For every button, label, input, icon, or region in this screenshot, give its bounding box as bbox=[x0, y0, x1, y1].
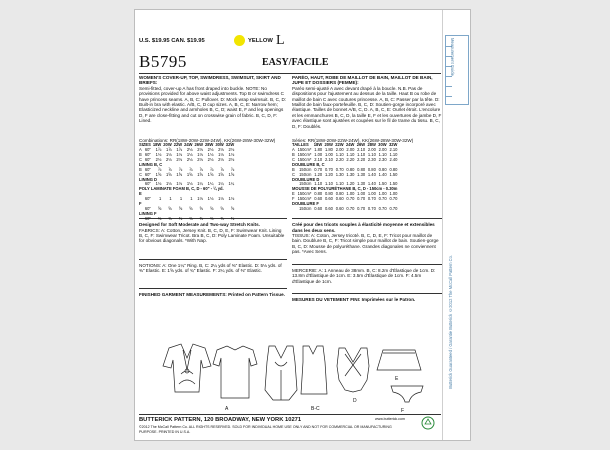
french-yardage-rows bbox=[292, 143, 398, 212]
table-cell: 0.70 bbox=[346, 196, 355, 202]
group-label: POLY LAMINATE FOAM B, C, D - 60" - ¼ yd. bbox=[139, 186, 224, 192]
english-yardage-table bbox=[139, 142, 287, 221]
table-cell: ⅝ bbox=[168, 206, 172, 211]
english-notions: NOTIONS: A: One 1¼" Ring. B, C: 2¼ yds of ⅜" Elastic. D: 5⅛ yds. of ⅜" Elastic. E: 1⅝ yds. of ¾" Elastic. F: 2¼ yds. of ⅜" Elastic. bbox=[139, 262, 282, 274]
table-cell: 1⅛ bbox=[176, 181, 183, 187]
group-label: DOUBLURE F bbox=[292, 201, 319, 207]
table-cell: 2.00 bbox=[367, 147, 376, 153]
table-cell: 1⅛ bbox=[207, 152, 214, 158]
label-d: D bbox=[353, 398, 357, 404]
table-cell: 0.70 bbox=[346, 206, 355, 211]
table-cell: 2⅛ bbox=[186, 156, 193, 162]
measurement-strip bbox=[442, 10, 470, 441]
table-cell: 2.10 bbox=[324, 156, 333, 162]
table-cell: 1⅝ bbox=[207, 171, 214, 177]
table-cell: 1⅝ bbox=[176, 171, 183, 177]
table-cell: ⅝ bbox=[209, 206, 214, 211]
table-cell: ⅞ bbox=[189, 166, 193, 172]
table-cell: 0.60 bbox=[314, 206, 323, 211]
table-cell: 2.30 bbox=[378, 156, 387, 162]
table-cell: 0.70 bbox=[389, 206, 398, 211]
size-header-cell: 18W bbox=[152, 142, 162, 148]
table-cell: 1⅝ bbox=[228, 171, 235, 177]
table-cell: 1⅝ bbox=[155, 171, 162, 177]
table-cell: 1¼ bbox=[228, 181, 235, 187]
color-label: YELLOW bbox=[248, 38, 273, 44]
size-header-cell: 30W bbox=[215, 142, 224, 148]
table-cell: 150cm bbox=[299, 206, 312, 211]
table-cell: 60" bbox=[144, 196, 151, 202]
garment-f-drawing bbox=[391, 386, 423, 402]
size-letter: L bbox=[276, 33, 285, 48]
table-cell: 1.30 bbox=[335, 171, 344, 177]
table-cell: 1.00 bbox=[367, 191, 376, 197]
table-cell: 0.80 bbox=[346, 166, 355, 172]
table-cell: ⅜ bbox=[220, 215, 224, 221]
footer-address: BUTTERICK PATTERN, 120 BROADWAY, NEW YORK 10271 bbox=[139, 417, 302, 423]
table-cell: 2.00 bbox=[335, 147, 344, 153]
table-cell: 2.20 bbox=[357, 156, 366, 162]
table-cell: 1.10 bbox=[335, 181, 344, 187]
french-notions: MERCERIE: A: 1 Anneau de 38mm. B, C: 8.2m d'Élastique de 1cm. D: 13.8m d'Élastique de 1cm. E: 3.5m d'Élastique de 1cm. F: 4.5m d'Élastique de 1cm. bbox=[292, 268, 436, 284]
table-cell: 0.70 bbox=[378, 196, 387, 202]
english-fabrics: FABRICS: A: Cotton, Jersey Knit. B, C, D, E, F: Swimwear Knit. Lining B, C, F: Swimwear Tricot. Bra B, C, D: Poly Laminate Foam. Unsuitable for obvious diagonals. *With Nap. bbox=[139, 227, 285, 244]
table-cell: ⅜ bbox=[209, 215, 214, 221]
table-cell: 2.40 bbox=[389, 156, 398, 162]
label-f: F bbox=[401, 408, 405, 414]
table-cell: 1.00 bbox=[346, 191, 355, 197]
table-cell: ⅜ bbox=[168, 215, 172, 221]
rule bbox=[292, 218, 442, 219]
size-header-cell: 20W bbox=[324, 142, 333, 148]
table-cell: 0.70 bbox=[357, 206, 366, 211]
group-label: MOUSSE DE POLYURÉTHANE B, C, D - 150cm - 0.30m bbox=[292, 186, 398, 192]
table-cell: 1.30 bbox=[357, 181, 366, 187]
table-cell: 2⅛ bbox=[218, 147, 224, 153]
table-cell: 1.00 bbox=[314, 152, 323, 158]
group-label: LINING F bbox=[139, 210, 157, 216]
size-header-cell: 20W bbox=[163, 142, 172, 148]
table-cell: 2⅛ bbox=[186, 147, 193, 153]
table-cell: 150cm* bbox=[297, 191, 312, 197]
table-cell: 150cm* bbox=[297, 147, 312, 153]
table-cell: ⅞ bbox=[230, 166, 235, 172]
table-cell: ⅜ bbox=[189, 215, 193, 221]
table-cell: 0.70 bbox=[367, 196, 376, 202]
table-cell: 0.60 bbox=[335, 196, 344, 202]
table-cell: 0.70 bbox=[335, 166, 344, 172]
table-cell: 1.20 bbox=[346, 181, 355, 187]
french-finished-measurements: MESURES DU VETEMENT FINI: Imprimées sur le Patron. bbox=[292, 297, 416, 303]
table-cell: 0.60 bbox=[314, 196, 323, 202]
french-yardage-table bbox=[292, 143, 442, 215]
size-header-cell: 32W bbox=[225, 142, 235, 148]
table-cell: 1⅝ bbox=[197, 171, 203, 177]
table-cell: 1¼ bbox=[207, 181, 214, 187]
table-cell: 2.10 bbox=[389, 147, 398, 153]
table-cell: C bbox=[139, 156, 142, 162]
table-cell: 1.20 bbox=[314, 171, 323, 177]
table-cell: ⅞ bbox=[209, 166, 214, 172]
garment-a-back-drawing bbox=[213, 346, 257, 398]
table-cell: 150cm bbox=[299, 166, 312, 172]
table-cell: 0.80 bbox=[314, 191, 323, 197]
table-cell: C bbox=[139, 171, 142, 177]
table-cell: 60" bbox=[144, 166, 151, 172]
table-cell: 60" bbox=[144, 156, 151, 162]
table-cell: 0.60 bbox=[335, 206, 344, 211]
table-cell: 1⅛ bbox=[197, 196, 203, 202]
table-cell: 2⅛ bbox=[197, 156, 203, 162]
table-cell: 1⅝ bbox=[186, 171, 193, 177]
table-cell: 1⅛ bbox=[218, 152, 224, 158]
table-cell: 1.30 bbox=[357, 171, 366, 177]
table-cell: 1 bbox=[190, 196, 193, 202]
group-label: LINING D bbox=[139, 176, 157, 182]
size-header-cell: 22W bbox=[173, 142, 183, 148]
table-cell: 1.20 bbox=[324, 171, 333, 177]
group-label: DOUBLURE B, C bbox=[292, 161, 325, 167]
english-finished-measurements: FINISHED GARMENT MEASUREMENTS: Printed on Pattern Tissue. bbox=[139, 291, 285, 297]
table-cell: 1.00 bbox=[378, 191, 387, 197]
table-cell: 150cm* bbox=[297, 156, 312, 162]
table-cell: 1⅛ bbox=[197, 152, 203, 158]
rule bbox=[292, 264, 442, 265]
table-cell: 1⅛ bbox=[218, 196, 224, 202]
table-cell: 1.10 bbox=[378, 152, 387, 158]
size-header-cell: 26W bbox=[356, 142, 366, 148]
table-cell: 1.10 bbox=[324, 181, 333, 187]
table-cell: 0.80 bbox=[389, 166, 398, 172]
table-cell: B bbox=[292, 152, 295, 158]
table-cell: 2⅛ bbox=[228, 156, 235, 162]
table-cell: ⅞ bbox=[168, 166, 172, 172]
size-header-cell: 28W bbox=[367, 142, 376, 148]
table-cell: 1.50 bbox=[389, 171, 398, 177]
table-cell: 2⅛ bbox=[207, 147, 214, 153]
table-cell: 150cm bbox=[299, 171, 312, 177]
table-cell: 0.70 bbox=[324, 166, 333, 172]
table-cell: 1.40 bbox=[378, 171, 387, 177]
group-label: LINING B, C bbox=[139, 161, 163, 167]
table-cell: 1.10 bbox=[367, 152, 376, 158]
table-cell: ⅝ bbox=[189, 206, 193, 211]
strip-vertical-text: Butterick Guaranteed / Garantie Butterick ©2012 The McCall Pattern Co. bbox=[448, 255, 453, 389]
table-cell: ⅞ bbox=[178, 166, 183, 172]
table-cell: 1⅞ bbox=[155, 147, 162, 153]
table-cell: 2.00 bbox=[346, 147, 355, 153]
table-cell: 1.50 bbox=[389, 181, 398, 187]
table-cell: 1⅞ bbox=[176, 147, 183, 153]
table-cell: ⅞ bbox=[157, 166, 162, 172]
table-cell: B bbox=[139, 166, 142, 172]
table-cell: B bbox=[292, 166, 295, 172]
english-column bbox=[139, 75, 287, 304]
table-cell: 1.00 bbox=[324, 152, 333, 158]
size-header-cell: 24W bbox=[184, 142, 193, 148]
table-cell: 2⅛ bbox=[176, 156, 183, 162]
table-cell: 60" bbox=[144, 147, 151, 153]
table-cell: 2.10 bbox=[314, 156, 323, 162]
size-header-cell: 22W bbox=[335, 142, 344, 148]
table-cell: 2.30 bbox=[367, 156, 376, 162]
table-cell: 2⅛ bbox=[228, 147, 235, 153]
rule bbox=[292, 293, 442, 294]
table-cell: 1 bbox=[158, 196, 162, 202]
header-rule bbox=[139, 73, 441, 74]
table-cell: 0.70 bbox=[357, 196, 366, 202]
group-label: DOUBLURE D bbox=[292, 176, 320, 182]
label-e: E bbox=[395, 376, 399, 382]
table-cell: 1⅛ bbox=[155, 152, 162, 158]
yellow-size-dot bbox=[234, 35, 245, 46]
table-cell: 2⅛ bbox=[155, 156, 162, 162]
table-cell: A bbox=[139, 147, 142, 153]
price-text: U.S. $19.95 CAN. $19.95 bbox=[139, 38, 205, 44]
table-cell: ⅜ bbox=[178, 215, 183, 221]
french-fabrics: TISSUS: A: Coton, Jersey tricoté. B, C, D, E, F: Tricot pour maillot de bain. Doublure B, C, F: Tricot simple pour maillot de bain. Soutien-gorge B, C, D: Mousse de polyuréthane. Grandes diagonales ne conviennent pas. *Avec Sens. bbox=[292, 233, 439, 255]
table-cell: 1.40 bbox=[367, 181, 376, 187]
table-cell: 1¼ bbox=[218, 181, 224, 187]
footer-website: www.butterick.com bbox=[375, 417, 405, 421]
table-cell: 60" bbox=[144, 206, 151, 211]
table-cell: ⅝ bbox=[178, 206, 183, 211]
group-label: F bbox=[139, 201, 142, 207]
table-cell: 0.80 bbox=[324, 191, 333, 197]
french-title: PARÉO, HAUT, ROBE DE MAILLOT DE BAIN, MAILLOT DE BAIN, JUPE ET DOSSIERS (FEMME): bbox=[292, 75, 433, 86]
size-header-cell: 30W bbox=[378, 142, 387, 148]
table-cell: 2.20 bbox=[335, 156, 344, 162]
table-cell: 1⅛ bbox=[165, 152, 172, 158]
table-cell: ⅝ bbox=[230, 206, 235, 211]
size-header-cell: 32W bbox=[388, 142, 398, 148]
table-cell: 60" bbox=[144, 152, 151, 158]
table-cell: 1⅝ bbox=[218, 171, 224, 177]
table-cell: ⅜ bbox=[199, 215, 203, 221]
table-cell: 1⅛ bbox=[207, 196, 214, 202]
garment-a-drawing bbox=[163, 344, 211, 392]
table-cell: 0.80 bbox=[335, 191, 344, 197]
table-cell: ⅝ bbox=[199, 206, 203, 211]
footer-rule bbox=[139, 414, 441, 415]
garment-e-drawing bbox=[377, 350, 421, 370]
table-cell: 150cm bbox=[299, 181, 312, 187]
french-fabrics-title: Créé pour des tricots souples à élasticité moyenne et extensibles dans les deux sens. bbox=[292, 222, 435, 233]
table-cell: 1.80 bbox=[324, 147, 333, 153]
table-row bbox=[292, 207, 398, 212]
english-yardage-rows bbox=[139, 143, 235, 222]
table-cell: 1.10 bbox=[357, 152, 366, 158]
table-cell: 2.10 bbox=[357, 147, 366, 153]
size-header-cell: 26W bbox=[194, 142, 203, 148]
table-cell: 1.40 bbox=[367, 171, 376, 177]
label-a: A bbox=[225, 406, 229, 412]
table-cell: 0.70 bbox=[314, 166, 323, 172]
size-header-cell: 28W bbox=[204, 142, 214, 148]
table-cell: 0.60 bbox=[324, 196, 333, 202]
table-cell: 150cm* bbox=[297, 152, 312, 158]
garment-bc-drawing bbox=[265, 346, 297, 400]
table-cell: 1.10 bbox=[346, 152, 355, 158]
rule bbox=[139, 259, 287, 260]
table-cell: 1 bbox=[169, 196, 172, 202]
table-cell: ⅜ bbox=[230, 215, 235, 221]
size-header-cell: 18W bbox=[313, 142, 323, 148]
pattern-number: B5795 bbox=[139, 52, 187, 71]
table-cell: ⅝ bbox=[220, 206, 224, 211]
table-cell: ⅞ bbox=[220, 166, 224, 172]
footer-legal: ©2012 The McCall Pattern Co. ALL RIGHTS RESERVED. SOLD FOR INDIVIDUAL HOME USE ONLY AND NOT FOR COMMERCIAL OR MANUFACTURING PURPOSE. PRINTED IN U.S.A. bbox=[139, 425, 392, 434]
table-cell: 1.30 bbox=[346, 171, 355, 177]
table-cell: 1⅛ bbox=[155, 181, 162, 187]
table-cell: 0.70 bbox=[389, 196, 398, 202]
table-cell: 0.80 bbox=[378, 166, 387, 172]
table-cell: 1.10 bbox=[389, 152, 398, 158]
group-label: E bbox=[139, 191, 142, 197]
table-row bbox=[139, 217, 235, 222]
table-cell: 1.00 bbox=[389, 191, 398, 197]
table-cell: 0.70 bbox=[367, 206, 376, 211]
table-cell: 1⅛ bbox=[228, 196, 235, 202]
garment-d-drawing bbox=[337, 348, 369, 392]
table-cell: 1⅝ bbox=[165, 171, 172, 177]
table-cell: 0.80 bbox=[357, 166, 366, 172]
table-cell: 0.70 bbox=[378, 206, 387, 211]
table-cell: ⅜ bbox=[157, 215, 162, 221]
table-cell: 60" bbox=[144, 215, 151, 221]
group-label-row bbox=[139, 187, 235, 192]
table-cell: 1⅛ bbox=[176, 152, 183, 158]
table-cell: 1.00 bbox=[357, 191, 366, 197]
table-cell: 0.80 bbox=[367, 166, 376, 172]
table-cell: B bbox=[139, 152, 142, 158]
table-cell: 1.80 bbox=[314, 147, 323, 153]
table-cell: A bbox=[292, 147, 295, 153]
label-bc: B-C bbox=[311, 406, 320, 412]
table-cell: 60" bbox=[144, 171, 151, 177]
table-cell: 1.50 bbox=[378, 181, 387, 187]
size-header-cell: TAILLES bbox=[292, 142, 309, 148]
table-cell: C bbox=[292, 156, 295, 162]
size-header-cell: 24W bbox=[345, 142, 355, 148]
table-cell: E bbox=[292, 191, 295, 197]
table-cell: 1 bbox=[179, 196, 183, 202]
table-cell: 1⅛ bbox=[228, 152, 235, 158]
table-cell: 0.60 bbox=[324, 206, 333, 211]
table-cell: ⅞ bbox=[199, 166, 203, 172]
french-description: Paréo semi-ajusté A avec devant drapé à la boucle. N.B. Pas de dispositions pour l'ajustement au dessus de la taille. Haut B ou robe de maillot de bain C avec coutures princesse. A, B, C: Passer par la tête. D: Maillot de bain faux-portefeuille. B, C, D: Soutien-gorge incorporé avec élastique. Tailles de bonnet A/B, C, D. A, B, C, E: Ourlet étroit. L'encolure et les emmanchures B, C, D, la taille E, F et les ouvertures de jambe D, F avec élastique sont ajustées et coupées sur le fil de trame du tissu. B, C, D, F: Doublés. bbox=[292, 85, 442, 129]
french-series: Séries: RR(18W-20W-22W-24W), KK(26W-28W-30W-32W) bbox=[292, 137, 414, 143]
recycle-icon bbox=[421, 416, 435, 430]
english-combinations: Combinations: RR(18W-20W-22W-24W), KK(26W-28W-30W-32W) bbox=[139, 137, 276, 143]
table-cell: ⅝ bbox=[157, 206, 162, 211]
table-cell: 2⅛ bbox=[165, 156, 172, 162]
table-cell: 2⅛ bbox=[207, 156, 214, 162]
table-cell: 2.20 bbox=[346, 156, 355, 162]
measurement-guide-box bbox=[445, 35, 469, 105]
difficulty-label: EASY/FACILE bbox=[262, 57, 329, 68]
table-cell: 1.10 bbox=[335, 152, 344, 158]
table-cell: 1⅛ bbox=[165, 181, 172, 187]
english-description: Semi-fitted, cover-up A has front draped into buckle. NOTE: No provisions provided for above waist adjustments. Top B or swimdress C have princess seams. A, B, C: Pullover. D: Mock wrap swimsuit. B, C, D: Built-in bra with elastic. A/B, C, D cup sizes. A, B, C, E: Narrow hem; Elasticized neckline and armholes B, C, D; waist E, F and leg openings D, F are close-fitting and cut on crosswise grain of fabric. B, C, D, F: Lined. bbox=[139, 85, 287, 124]
measurement-guide-label: Measurement Guide bbox=[450, 38, 455, 76]
table-cell: 1⅞ bbox=[165, 147, 172, 153]
table-cell: 2⅛ bbox=[197, 147, 203, 153]
table-cell: 2.00 bbox=[378, 147, 387, 153]
size-header-cell: SIZES bbox=[139, 142, 151, 148]
garment-bc-back-drawing bbox=[301, 346, 327, 394]
table-cell: 1⅛ bbox=[186, 181, 193, 187]
table-cell: 1⅛ bbox=[186, 152, 193, 158]
table-cell: 1¼ bbox=[197, 181, 203, 187]
table-cell: 150cm* bbox=[297, 196, 312, 202]
rule bbox=[139, 288, 287, 289]
table-cell: 60" bbox=[144, 181, 151, 187]
table-cell: 1.10 bbox=[314, 181, 323, 187]
english-fabrics-title: Designed for Soft Moderate and Two-way Stretch Knits. bbox=[139, 222, 260, 228]
table-cell: C bbox=[292, 171, 295, 177]
french-column bbox=[292, 75, 442, 309]
table-cell: F bbox=[292, 196, 295, 202]
english-title: WOMEN'S COVER-UP, TOP, SWIMDRESS, SWIMSUIT, SKIRT AND BRIEFS: bbox=[139, 75, 281, 86]
pattern-envelope-back bbox=[134, 9, 471, 441]
table-cell: 2⅛ bbox=[218, 156, 224, 162]
garment-line-drawings bbox=[139, 340, 441, 415]
